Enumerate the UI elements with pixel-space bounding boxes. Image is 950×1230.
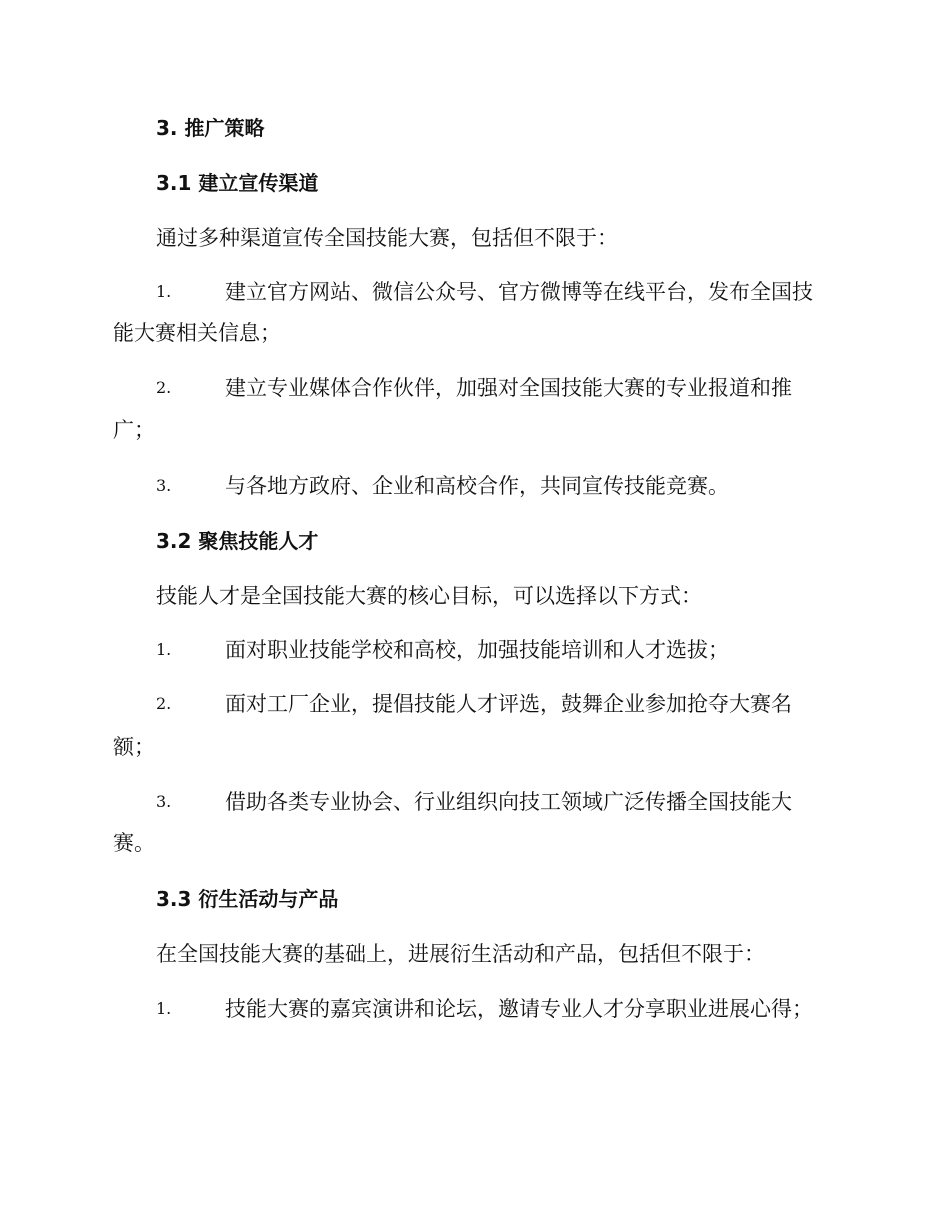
subsection-heading-3-2: 3.2 聚焦技能人才: [156, 529, 319, 553]
list-number: 1.: [156, 282, 172, 301]
paragraph-intro-3-2: 技能人才是全国技能大赛的核心目标，可以选择以下方式：: [156, 584, 702, 608]
list-item-text: 技能大赛的嘉宾演讲和论坛，邀请专业人才分享职业进展心得；: [225, 997, 813, 1021]
section-heading: 3. 推广策略: [156, 116, 265, 140]
list-item-text: 建立专业媒体合作伙伴，加强对全国技能大赛的专业报道和推: [225, 376, 792, 400]
list-item-continuation: 广；: [113, 418, 155, 442]
paragraph-intro-3-1: 通过多种渠道宣传全国技能大赛，包括但不限于：: [156, 226, 618, 250]
list-number: 1.: [156, 640, 172, 659]
subsection-heading-3-1: 3.1 建立宣传渠道: [156, 171, 319, 195]
subsection-heading-3-3: 3.3 衍生活动与产品: [156, 887, 339, 911]
list-item-text: 建立官方网站、微信公众号、官方微博等在线平台，发布全国技: [225, 280, 813, 304]
list-number: 1.: [156, 999, 172, 1018]
list-item-text: 面对职业技能学校和高校，加强技能培训和人才选拔；: [225, 638, 729, 662]
list-item-continuation: 能大赛相关信息；: [113, 321, 281, 345]
paragraph-intro-3-3: 在全国技能大赛的基础上，进展衍生活动和产品，包括但不限于：: [156, 942, 765, 966]
list-item-text: 面对工厂企业，提倡技能人才评选，鼓舞企业参加抢夺大赛名: [225, 692, 792, 716]
list-number: 3.: [156, 476, 172, 495]
list-number: 3.: [156, 792, 172, 811]
list-item-continuation: 额；: [113, 735, 155, 759]
list-item-continuation: 赛。: [113, 831, 155, 855]
list-item-text: 借助各类专业协会、行业组织向技工领域广泛传播全国技能大: [225, 790, 792, 814]
list-number: 2.: [156, 694, 172, 713]
list-item-text: 与各地方政府、企业和高校合作，共同宣传技能竞赛。: [225, 474, 729, 498]
list-number: 2.: [156, 378, 172, 397]
